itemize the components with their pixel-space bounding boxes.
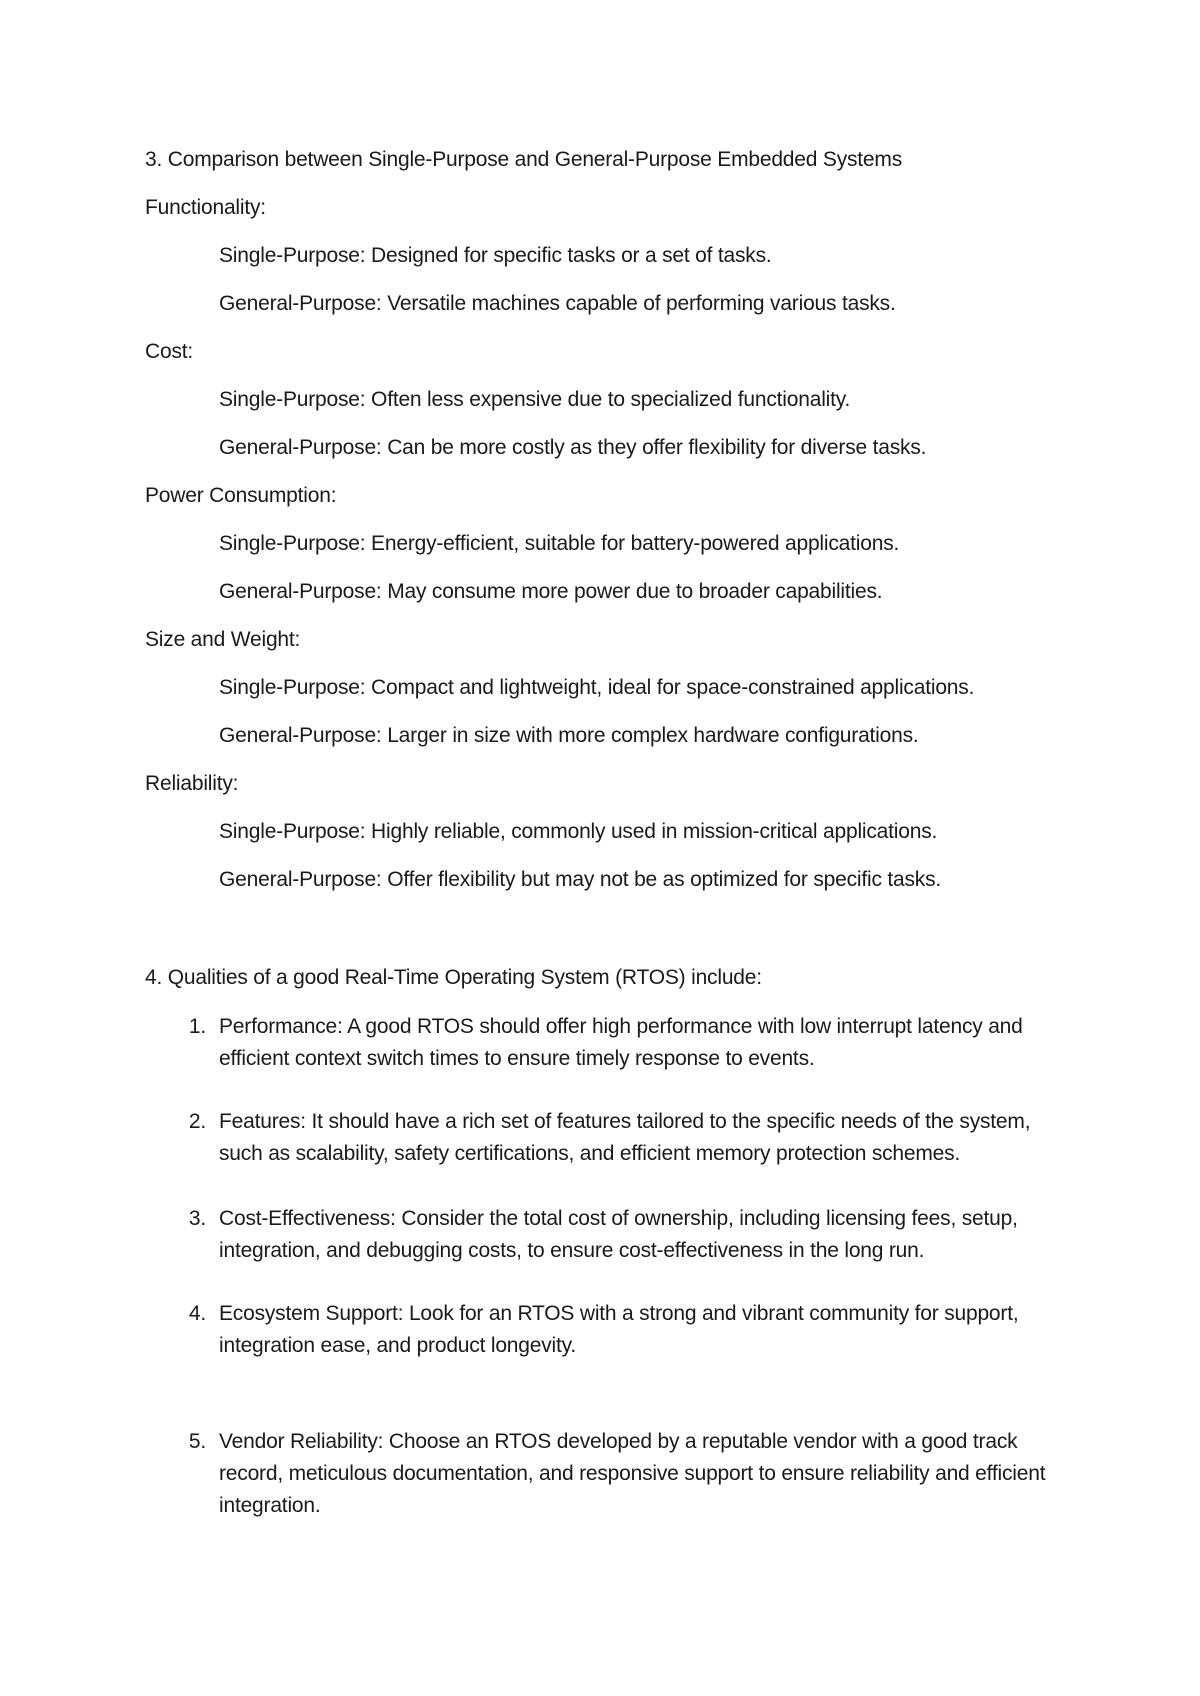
list-item-text: Vendor Reliability: Choose an RTOS developed by a reputable vendor with a good track record, meticulous documentation, and responsive support to ensure reliability and efficient integration.	[219, 1430, 1046, 1517]
single-purpose-cost: Single-Purpose: Often less expensive due to specialized functionality.	[219, 388, 851, 411]
list-item-text: Ecosystem Support: Look for an RTOS with a strong and vibrant community for support, integration ease, and product longevity.	[219, 1302, 1019, 1357]
single-purpose-power: Single-Purpose: Energy-efficient, suitable for battery-powered applications.	[219, 532, 900, 555]
list-item-text: Cost-Effectiveness: Consider the total cost of ownership, including licensing fees, setup, integration, and debugging costs, to ensure cost-effectiveness in the long run.	[219, 1207, 1018, 1262]
list-item-text: Features: It should have a rich set of features tailored to the specific needs of the system, such as scalability, safety certifications, and efficient memory protection schemes.	[219, 1110, 1031, 1165]
single-purpose-functionality: Single-Purpose: Designed for specific tasks or a set of tasks.	[219, 244, 772, 267]
list-item-number: 2.	[188, 1110, 206, 1133]
list-item-text: Performance: A good RTOS should offer high performance with low interrupt latency and efficient context switch times to ensure timely response to events.	[219, 1015, 1023, 1070]
category-label-reliability: Reliability:	[145, 772, 239, 795]
category-label-functionality: Functionality:	[145, 196, 266, 219]
category-label-power: Power Consumption:	[145, 484, 337, 507]
general-purpose-cost: General-Purpose: Can be more costly as they offer flexibility for diverse tasks.	[219, 436, 927, 459]
general-purpose-size: General-Purpose: Larger in size with more complex hardware configurations.	[219, 724, 919, 747]
list-item-number: 1.	[188, 1015, 206, 1038]
single-purpose-size: Single-Purpose: Compact and lightweight, ideal for space-constrained applications.	[219, 676, 975, 699]
single-purpose-reliability: Single-Purpose: Highly reliable, commonly used in mission-critical applications.	[219, 820, 938, 843]
category-label-cost: Cost:	[145, 340, 194, 363]
general-purpose-functionality: General-Purpose: Versatile machines capable of performing various tasks.	[219, 292, 896, 315]
list-item-number: 3.	[188, 1207, 206, 1230]
list-item-number: 4.	[188, 1302, 206, 1325]
category-label-size: Size and Weight:	[145, 628, 301, 651]
list-item-number: 5.	[188, 1430, 206, 1453]
general-purpose-reliability: General-Purpose: Offer flexibility but may not be as optimized for specific tasks.	[219, 868, 942, 891]
general-purpose-power: General-Purpose: May consume more power due to broader capabilities.	[219, 580, 883, 603]
section-4-heading: 4. Qualities of a good Real-Time Operating System (RTOS) include:	[145, 966, 762, 989]
section-3-heading: 3. Comparison between Single-Purpose and General-Purpose Embedded Systems	[145, 148, 902, 171]
